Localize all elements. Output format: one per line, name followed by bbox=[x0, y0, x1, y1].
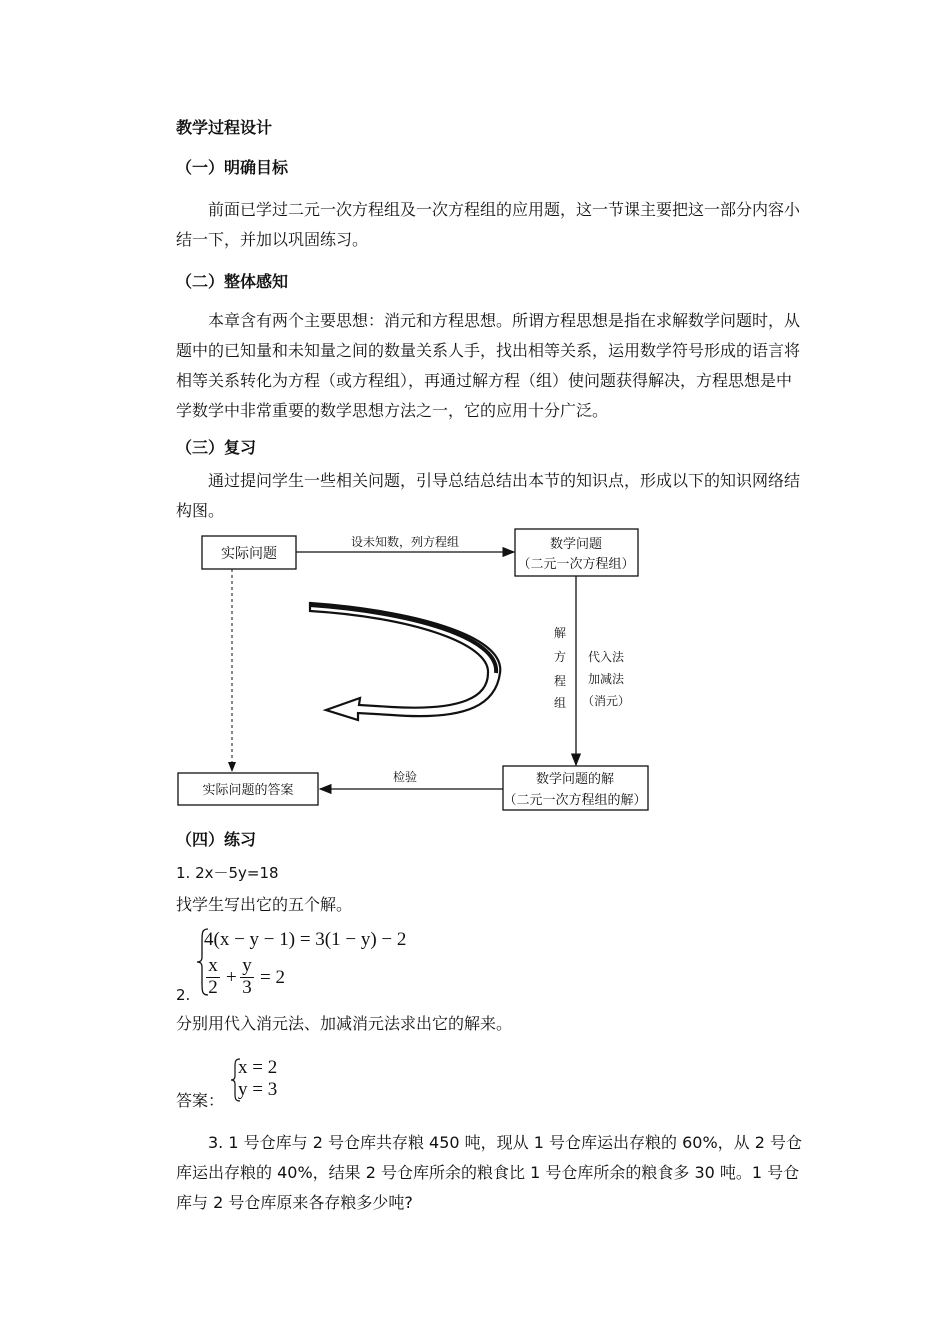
math-solution-label-line2: （二元一次方程组的解） bbox=[503, 793, 647, 808]
exercise-2-answer bbox=[176, 1055, 376, 1115]
answer-x: x = 2 bbox=[238, 1057, 278, 1078]
exercise-2-frac1-den: 2 bbox=[208, 977, 218, 998]
section-3-paragraph: 通过提问学生一些相关问题，引导总结总结出本节的知识点，形成以下的知识网络结构图。 bbox=[176, 471, 801, 520]
arrow-setup-equations-label: 设未知数，列方程组 bbox=[350, 535, 460, 549]
real-answer-label: 实际问题的答案 bbox=[202, 783, 294, 798]
answer-y: y = 3 bbox=[238, 1079, 278, 1100]
section-1-title: （一）明确目标 bbox=[176, 158, 289, 177]
exercise-1-equation: 1. 2x－5y=18 bbox=[176, 864, 279, 882]
real-problem-label: 实际问题 bbox=[221, 546, 277, 562]
knowledge-network-diagram bbox=[170, 525, 660, 815]
exercise-2-equation-1: 4(x − y − 1) = 3(1 − y) − 2 bbox=[204, 929, 407, 950]
exercise-2-frac2-den: 3 bbox=[242, 977, 252, 998]
section-4-title: （四）练习 bbox=[176, 830, 257, 849]
exercise-2-system bbox=[176, 925, 476, 1004]
math-problem-box bbox=[515, 529, 638, 576]
exercise-2-rhs: = 2 bbox=[260, 967, 285, 988]
method-substitution: 代入法 bbox=[588, 650, 625, 664]
exercise-2-plus: + bbox=[226, 967, 237, 988]
document-heading: 教学过程设计 bbox=[176, 118, 273, 137]
method-addition-subtraction: 加减法 bbox=[588, 672, 625, 686]
solve-label-char-3: 程 bbox=[553, 674, 567, 688]
section-3-title: （三）复习 bbox=[176, 438, 257, 457]
exercise-1-task: 找学生写出它的五个解。 bbox=[176, 895, 353, 914]
solve-label-char-4: 组 bbox=[553, 696, 567, 710]
real-answer-box bbox=[178, 773, 318, 805]
section-2-title: （二）整体感知 bbox=[176, 272, 289, 291]
math-solution-label-line1: 数学问题的解 bbox=[535, 772, 615, 787]
exercise-2-number: 2. bbox=[176, 986, 191, 1004]
math-solution-box bbox=[503, 766, 648, 810]
math-problem-label-line1: 数学问题 bbox=[549, 537, 603, 552]
math-problem-label-line2: （二元一次方程组） bbox=[517, 557, 635, 572]
method-elimination: （消元） bbox=[582, 694, 631, 708]
exercise-2-frac1-num: x bbox=[208, 955, 218, 976]
answer-label: 答案： bbox=[176, 1091, 225, 1110]
exercise-3-problem: 3. 1 号仓库与 2 号仓库共存粮 450 吨，现从 1 号仓库运出存粮的 60%，从 2 号仓库运出存粮的 40%，结果 2 号仓库所余的粮食比 1 号仓库所余的粮食多 30 吨。1 号仓库与 2 号仓库原来各存粮多少吨? bbox=[176, 1133, 803, 1212]
exercise-2-frac2-num: y bbox=[242, 955, 252, 976]
curved-return-arrow bbox=[310, 603, 500, 720]
section-1-paragraph: 前面已学过二元一次方程组及一次方程组的应用题，这一节课主要把这一部分内容小结一下，并加以巩固练习。 bbox=[176, 200, 801, 249]
section-2-paragraph: 本章含有两个主要思想：消元和方程思想。所谓方程思想是指在求解数学问题时，从题中的已知量和未知量之间的数量关系人手，找出相等关系，运用数学符号形成的语言将相等关系转化为方程（或方程组），再通过解方程（组）使问题获得解决，方程思想是中学数学中非常重要的数学思想方法之一，它的应用十分广泛。 bbox=[176, 311, 801, 420]
arrow-verify-label: 检验 bbox=[392, 770, 418, 784]
real-problem-box bbox=[202, 536, 296, 569]
solve-label-char-1: 解 bbox=[553, 626, 567, 640]
solve-label-char-2: 方 bbox=[553, 650, 567, 664]
exercise-2-task: 分别用代入消元法、加减消元法求出它的解来。 bbox=[176, 1014, 513, 1033]
